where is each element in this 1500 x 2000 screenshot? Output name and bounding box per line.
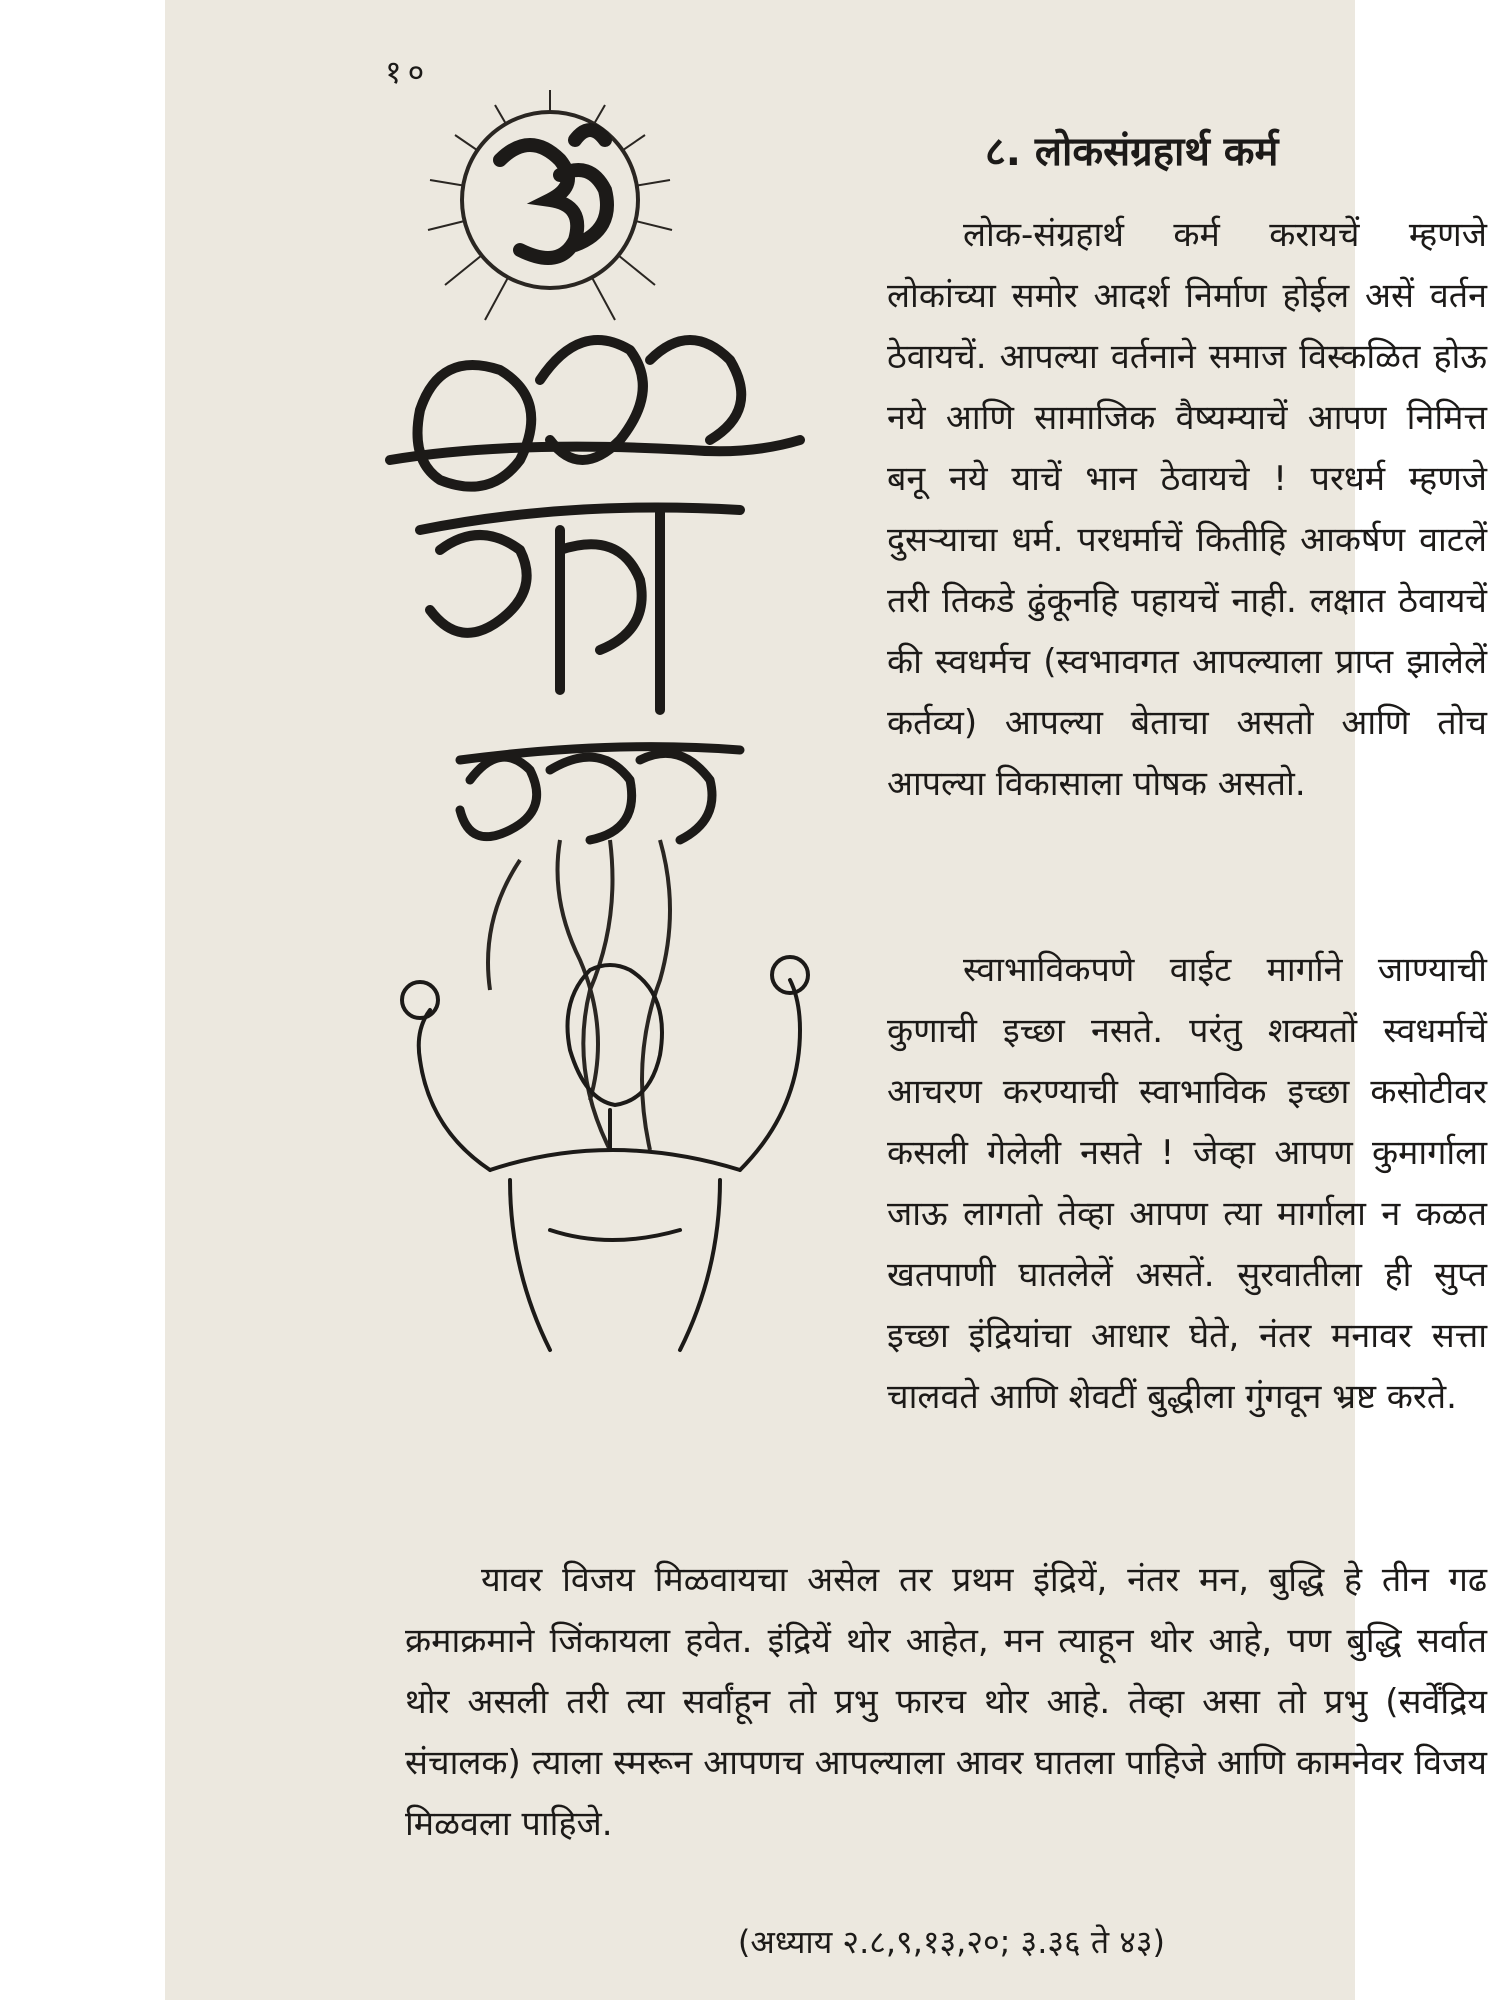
illustration xyxy=(360,80,880,1410)
chapter-reference: (अध्याय २.८,९,१३,२०; ३.३६ ते ४३) xyxy=(737,1923,1165,1961)
mana-letters xyxy=(420,508,740,711)
paragraph-1-container xyxy=(887,205,1487,815)
paragraph-2-container xyxy=(887,940,1487,1428)
human-figure xyxy=(402,957,808,1350)
paragraph-1: लोक-संग्रहार्थ कर्म करायचें म्हणजे लोकांच्या समोर आदर्श निर्माण होईल असें वर्तन ठेवायचें. आपल्या वर्तनाने समाज विस्कळित होऊ नये आणि सामाजिक वैष्यम्याचें आपण निमित्त बनू नये याचें भान ठेवायचे ! परधर्म म्हणजे दुसऱ्याचा धर्म. परधर्माचें कितीहि आकर्षण वाटलें तरी तिकडे ढुंकूनहि पहायचें नाही. लक्षात ठेवायचें की स्वधर्मच (स्वभावगत आपल्याला प्राप्त झालेलें कर्तव्य) आपल्या बेताचा असतो आणि तोच आपल्या विकासाला पोषक असतो. xyxy=(887,215,1487,804)
buddhi-letters xyxy=(390,340,800,487)
paragraph-3: यावर विजय मिळवायचा असेल तर प्रथम इंद्रियें, नंतर मन, बुद्धि हे तीन गढ क्रमाक्रमाने जिंकायला हवेत. इंद्रियें थोर आहेत, मन त्याहून थोर आहे, पण बुद्धि सर्वात थोर असली तरी त्या सर्वांहून तो प्रभु फारच थोर आहे. तेव्हा असा तो प्रभु (सर्वेंद्रिय संचालक) त्याला स्मरून आपणच आपल्याला आवर घातला पाहिजे आणि कामनेवर विजय मिळवला पाहिजे. xyxy=(405,1560,1487,1844)
indriye-letters xyxy=(460,747,740,840)
page-number: १० xyxy=(385,53,431,91)
paragraph-3-container xyxy=(405,1550,1487,1855)
book-page xyxy=(165,0,1487,2000)
roots xyxy=(488,840,670,1150)
paragraph-2: स्वाभाविकपणे वाईट मार्गाने जाण्याची कुणाची इच्छा नसते. परंतु शक्यतों स्वधर्माचें आचरण करण्याची स्वाभाविक इच्छा कसोटीवर कसली गेलेली नसते ! जेव्हा आपण कुमार्गाला जाऊ लागतो तेव्हा आपण त्या मार्गाला न कळत खतपाणी घातलेलें असतें. सुरवातीला ही सुप्त इच्छा इंद्रियांचा आधार घेते, नंतर मनावर सत्ता चालवते आणि शेवटीं बुद्धीला गुंगवून भ्रष्ट करते. xyxy=(887,950,1487,1417)
chapter-title: ८. लोकसंग्रहार्थ कर्म xyxy=(985,129,1279,175)
